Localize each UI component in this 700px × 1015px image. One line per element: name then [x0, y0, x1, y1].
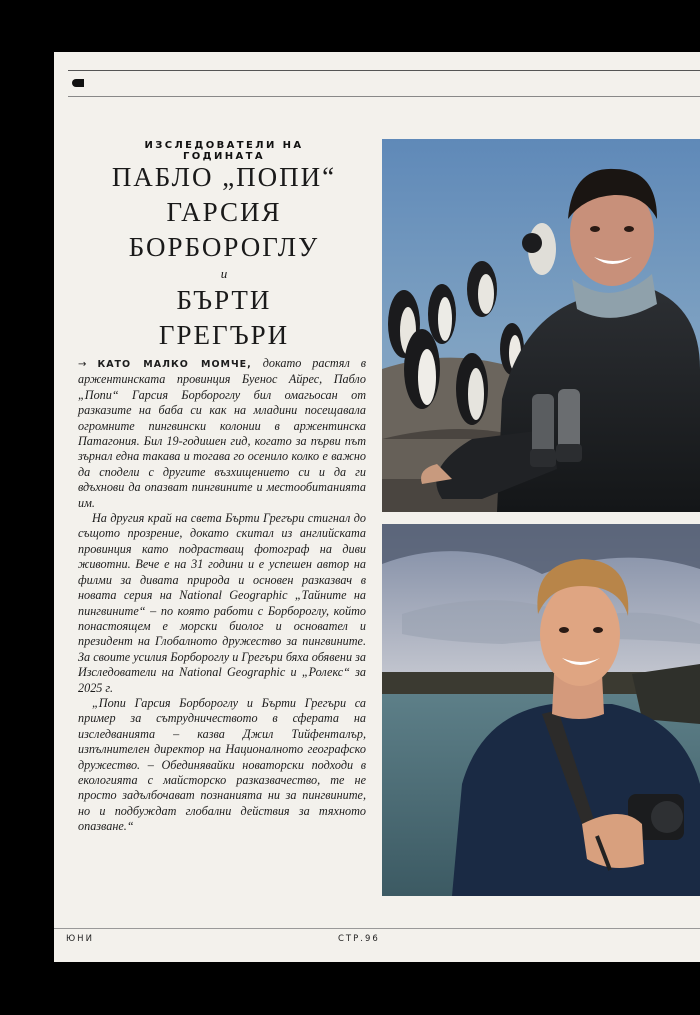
footer-month: ЮНИ	[66, 934, 94, 944]
paragraph-1	[78, 356, 366, 511]
paragraph-2-text-b: „Тайните на пингвините“ – по която работи с Борбороглу, който понастоящем е морски биолог и основател и президент на Глобалното дружество за пингвините. За своите усилия Борбороглу и Грегъри бяха обявени за Изследователи на	[78, 588, 367, 680]
title-line-2: ГАРСИЯ	[166, 197, 282, 227]
section-kicker: ИЗСЛЕДОВАТЕЛИ НА ГОДИНАТА	[144, 140, 304, 162]
paragraph-1-text: докато растял в аржентинската провинция Буенос Айрес, Пабло „Попи“ Гарсия Борбороглу бил омагьосан от разказите на баба си как на младини посещавала огромните пингвински колонии в аржентинска Патагония. Бил 19-годишен гид, когато за първи път зърнал една такава и тогава го осенило колко е важно да сподели с другите възхищението си и да ги вдъхнови да опазват пингвините и местообитанията им.	[78, 356, 367, 510]
photo-pablo-borboroglu	[382, 139, 700, 512]
paragraph-2-text-c: и „Ролекс“ за 2025 г.	[78, 665, 366, 695]
photo-bertie-gregory	[382, 524, 700, 896]
paragraph-2	[78, 511, 366, 696]
title-line-3: БОРБОРОГЛУ	[128, 232, 320, 262]
title-line-4: БЪРТИ	[176, 285, 272, 315]
page-number: СТР.96	[338, 934, 380, 944]
lead-arrow-icon: →	[78, 359, 98, 370]
brand-name: National Geographic	[179, 588, 288, 603]
section-marker-icon	[72, 79, 84, 87]
title-conjunction: и	[220, 266, 228, 281]
paragraph-3: „Попи Гарсия Борбороглу и Бърти Грегъри са пример за сътрудничеството в сферата на изследванията – казва Джил Тийфенталър, изпълнителен директор на Националното географско дружество. – Обединявайки новаторски подходи в екологията с майсторско разказвачество, те не просто задълбочават познанията ни за пингвините, но и подбуждат глобални действия за тяхното опазване.“	[78, 695, 366, 834]
magazine-page	[54, 52, 700, 962]
footer-rule	[54, 928, 700, 929]
lead-in: КАТО МАЛКО МОМЧЕ,	[97, 359, 252, 370]
title-line-1: ПАБЛО „ПОПИ“	[111, 162, 337, 192]
title-line-5: ГРЕГЪРИ	[158, 320, 290, 350]
top-rule-secondary	[68, 96, 700, 97]
brand-name: National Geographic	[179, 665, 286, 680]
article-body	[78, 356, 366, 835]
paragraph-2-text-a: На другия край на света Бърти Грегъри стигнал до същото прозрение, докато скитал из английската провинция като подрастващ фотограф на диви животни. Вече е на 31 години и е успешен автор на филми за дивата природа и основен разказвач в новата серия на	[78, 511, 366, 603]
page-title	[74, 160, 374, 353]
top-rule	[68, 70, 700, 71]
